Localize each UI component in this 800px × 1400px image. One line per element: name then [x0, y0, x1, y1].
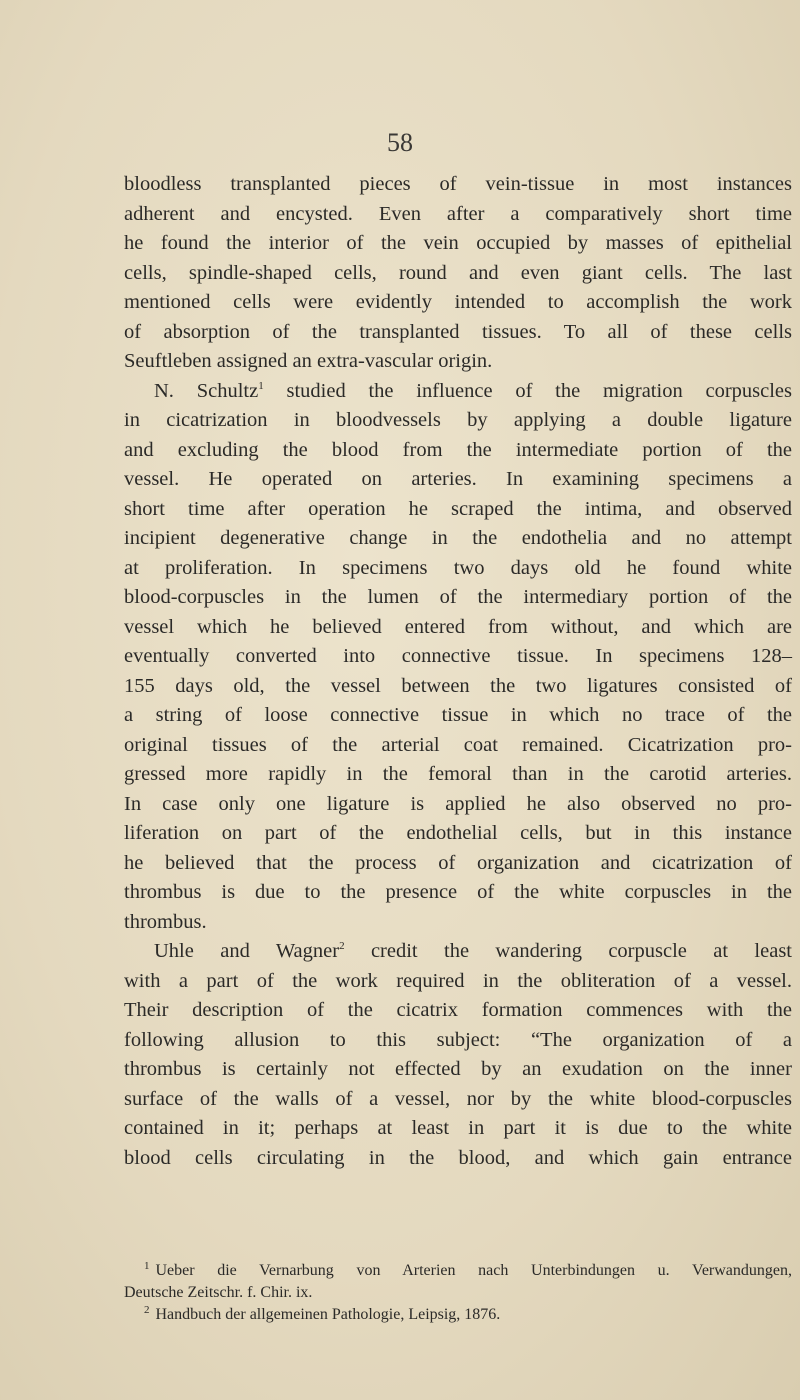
footnote-mark: 1: [144, 1259, 150, 1272]
text-fragment: credit the wandering corpuscle at least: [344, 940, 792, 962]
text-line: he believed that the process of organization and cicatrization of: [124, 851, 792, 874]
text-line: of absorption of the transplanted tissues. To all of these cells: [124, 320, 792, 343]
text-line: gressed more rapidly in the femoral than in the carotid arteries.: [124, 763, 792, 785]
footnote-text: Handbuch der allgemeinen Pathologie, Leipsig, 1876.: [155, 1306, 501, 1323]
footnote-mark: 2: [144, 1303, 150, 1316]
text-line: thrombus is certainly not effected by an exudation on the inner: [124, 1058, 792, 1080]
text-line: cells, spindle-shaped cells, round and even giant cells. The last: [124, 261, 792, 284]
footnote-2: [124, 1304, 792, 1326]
footnote-text: Ueber die Vernarbung von Arterien nach Unterbindungen u. Verwandungen,: [155, 1262, 792, 1279]
footnotes: [124, 1260, 792, 1326]
text-fragment: studied the influence of the migration corpuscles: [263, 379, 792, 402]
text-line: liferation on part of the endothelial cells, but in this instance: [124, 822, 792, 844]
text-fragment: Uhle and Wagner: [154, 940, 340, 962]
text-line: In case only one ligature is applied he also observed no pro-: [124, 792, 792, 815]
text-line: blood-corpuscles in the lumen of the intermediary portion of the: [124, 586, 792, 608]
text-line: with a part of the work required in the obliteration of a vessel.: [124, 969, 792, 992]
footnote-ref: 2: [339, 940, 345, 953]
text-line: incipient degenerative change in the endothelia and no attempt: [124, 527, 792, 549]
text-line: adherent and encysted. Even after a comparatively short time: [124, 202, 792, 225]
paragraph-line-schultz: [124, 377, 792, 407]
text-line: following allusion to this subject: “The organization of a: [124, 1028, 792, 1051]
text-line: contained in it; perhaps at least in part it is due to the white: [124, 1117, 792, 1139]
page-number: 58: [387, 128, 413, 157]
footnote-ref: 1: [258, 379, 264, 392]
text-line: thrombus is due to the presence of the white corpuscles in the: [124, 881, 792, 903]
text-line: 155 days old, the vessel between the two ligatures consisted of: [124, 674, 792, 697]
text-line: vessel which he believed entered from without, and which are: [124, 615, 792, 638]
text-line: Their description of the cicatrix formation commences with the: [124, 999, 792, 1021]
paragraph-line-uhle-wagner: [124, 937, 792, 967]
text-fragment: N. Schultz: [154, 379, 259, 402]
text-line: and excluding the blood from the intermediate portion of the: [124, 438, 792, 461]
text-line: Seuftleben assigned an extra-vascular origin.: [124, 350, 493, 372]
text-line: he found the interior of the vein occupied by masses of epithelial: [124, 232, 792, 254]
text-line: surface of the walls of a vessel, nor by the white blood-corpuscles: [124, 1087, 792, 1110]
text-line: short time after operation he scraped the intima, and observed: [124, 497, 792, 520]
text-line: original tissues of the arterial coat remained. Cicatrization pro-: [124, 733, 792, 756]
text-line: bloodless transplanted pieces of vein-tissue in most instances: [124, 173, 792, 195]
text-line: a string of loose connective tissue in which no trace of the: [124, 704, 792, 726]
footnote-1: [124, 1260, 792, 1282]
text-line: in cicatrization in bloodvessels by applying a double ligature: [124, 409, 792, 431]
text-line: at proliferation. In specimens two days old he found white: [124, 556, 792, 579]
text-line: eventually converted into connective tissue. In specimens 128–: [124, 645, 792, 667]
text-line: blood cells circulating in the blood, and which gain entrance: [124, 1146, 792, 1169]
text-line: vessel. He operated on arteries. In examining specimens a: [124, 468, 792, 490]
text-line: mentioned cells were evidently intended to accomplish the work: [124, 291, 792, 313]
text-line: thrombus.: [124, 910, 207, 933]
body-text: [124, 170, 792, 1173]
footnote-1-continued: Deutsche Zeitschr. f. Chir. ix.: [124, 1284, 313, 1301]
